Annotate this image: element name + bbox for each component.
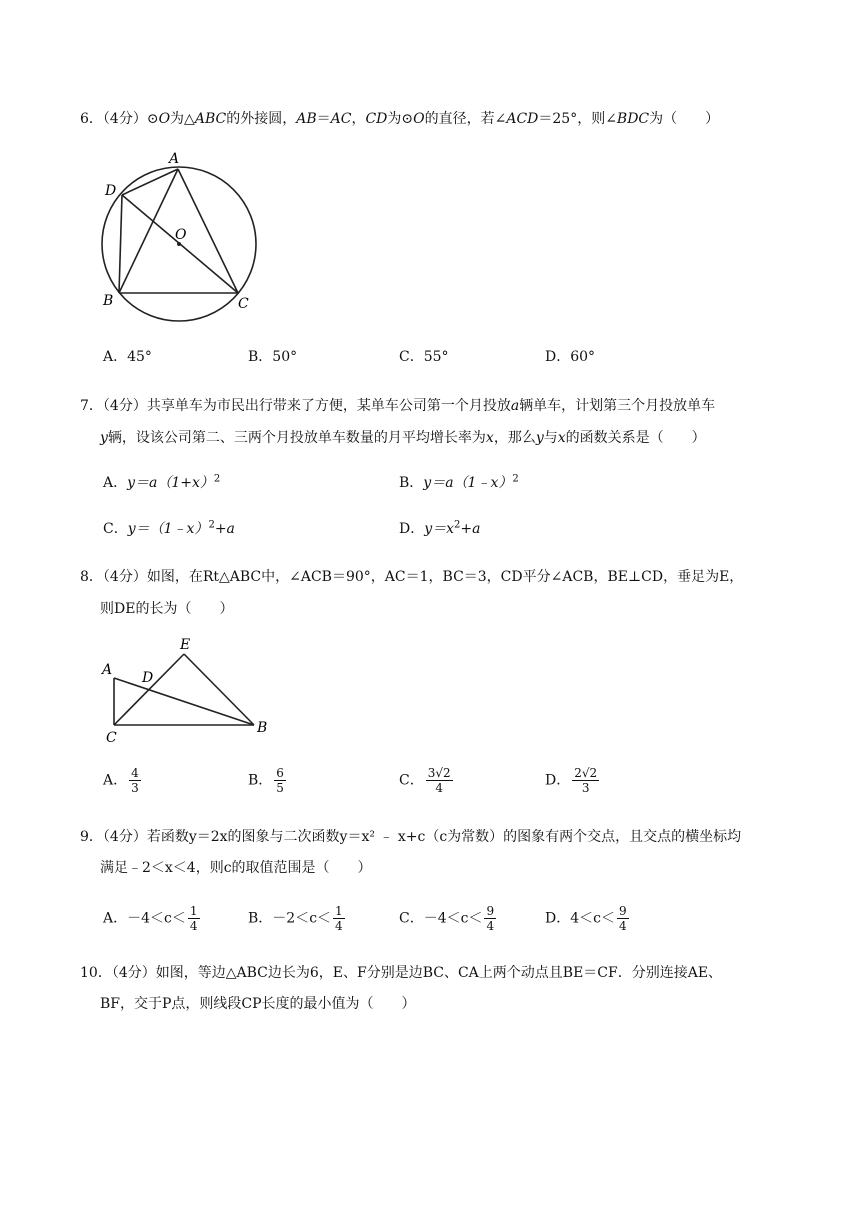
q9-stem-line1: 9．（4分）若函数y＝2x的图象与二次函数y＝x² ﹣ x+c（c为常数）的图象有两个交点，且交点的横坐标均 [80, 829, 742, 845]
q7-stem-line2: y辆，设该公司第二、三两个月投放单车数量的月平均增长率为x，那么y与x的函数关系是（ ） [100, 430, 706, 446]
q9-option-d: D．4＜c＜ $\frac{9}{4}$ [545, 904, 627, 933]
q6-option-a: A．45° [103, 349, 152, 365]
q6-label-a: A [169, 151, 180, 167]
q9-option-c: C．－4＜c＜ $\frac{9}{4}$ [399, 904, 495, 933]
q8-label-d: D [142, 670, 154, 686]
q6-option-d: D．60° [545, 349, 596, 365]
q7-option-b: B．y＝a（1﹣x）$^2$ [399, 473, 519, 491]
q8-label-e: E [180, 637, 191, 653]
q8-stem-line2: 则DE的长为（ ） [100, 601, 234, 617]
q8-label-b: B [257, 720, 268, 736]
q8-option-a: A． $\frac{4}{3}$ [103, 766, 139, 795]
q7-option-c: C．y＝（1﹣x）$^2$+a [103, 519, 235, 537]
q8-triangle-figure [98, 634, 278, 746]
q9-stem-line2: 满足﹣2＜x＜4，则c的取值范围是（ ） [100, 860, 372, 876]
q6-label-b: B [103, 293, 114, 309]
q8-option-c: C． $\frac{3√2}{4}$ [399, 766, 451, 795]
q6-circle-figure [95, 148, 265, 330]
q9-option-a: A．－4＜c＜ $\frac{1}{4}$ [103, 904, 198, 933]
q7-option-d: D．$y=x^2+a$ [399, 519, 481, 537]
q10-stem-line1: 10．（4分）如图，等边△ABC边长为6，E、F分别是边BC、CA上两个动点且BE＝CF．分别连接AE、 [80, 965, 723, 981]
q8-option-d: D． $\frac{2√2}{3}$ [545, 766, 598, 795]
q9-option-b: B．－2＜c＜ $\frac{1}{4}$ [248, 904, 343, 933]
q6-option-c: C．55° [399, 349, 449, 365]
q8-label-c: C [106, 730, 117, 746]
q6-option-b: B．50° [248, 349, 298, 365]
q7-option-a: A．$y=a(1+x)^2$ [103, 473, 221, 491]
q6-label-c: C [238, 296, 249, 312]
q8-label-a: A [102, 662, 113, 678]
q6-label-d: D [105, 183, 117, 199]
q8-stem-line1: 8．（4分）如图，在Rt△ABC中，∠ACB＝90°，AC＝1，BC＝3，CD平分∠ACB，BE⊥CD，垂足为E， [80, 569, 744, 585]
q8-option-b: B． $\frac{6}{5}$ [248, 766, 284, 795]
q6-stem: 6．（4分）⊙O为△ABC的外接圆，AB＝AC，CD为⊙O的直径，若∠ACD＝25°，则∠BDC为（ ） [80, 111, 720, 127]
q10-stem-line2: BF，交于P点，则线段CP长度的最小值为（ ） [100, 996, 416, 1012]
q7-stem-line1: 7．（4分）共享单车为市民出行带来了方便，某单车公司第一个月投放a辆单车，计划第三个月投放单车 [80, 398, 716, 414]
q6-label-o: O [175, 227, 187, 243]
